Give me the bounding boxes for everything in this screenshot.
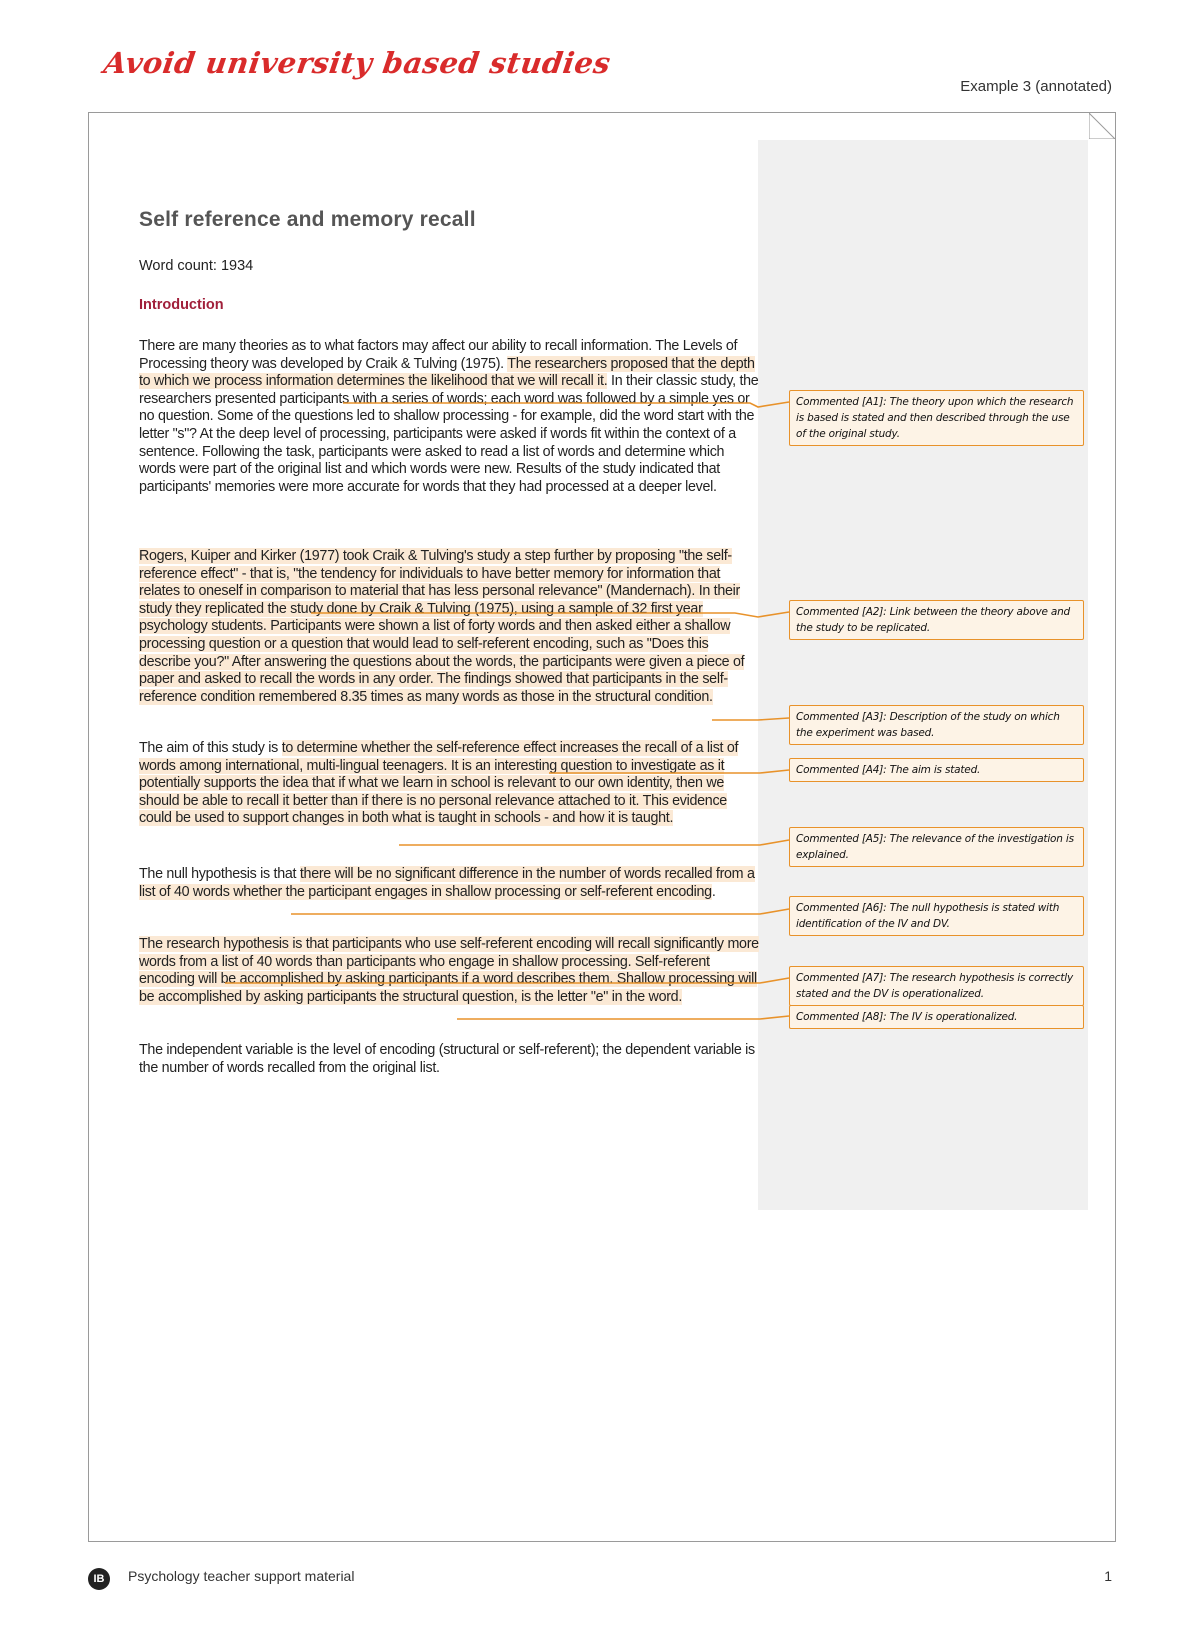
comment-label: Commented [A1]: xyxy=(796,396,887,408)
highlighted-text: it potentially supports the idea that if what we learn in school is relevant to our own identity, then we should be able to recall it better than if there is no personal relevance attached to it. This evidence could be used to support changes in both what is taught in schools - and how it is taught. xyxy=(139,757,727,827)
comment-label: Commented [A6]: xyxy=(796,902,887,914)
comment-label: Commented [A5]: xyxy=(796,833,887,845)
comment-text: Description of the study on which the experiment was based. xyxy=(796,711,1060,739)
highlighted-text: The researchers proposed that the depth to which we process information determines the likelihood that we will recall it. xyxy=(139,355,755,390)
comment-text: The theory upon which the research is based is stated and then described through the use of the original study. xyxy=(796,396,1074,440)
comment-label: Commented [A2]: xyxy=(796,606,887,618)
ib-logo-icon: IB xyxy=(88,1568,110,1590)
example-label: Example 3 (annotated) xyxy=(960,78,1112,95)
highlighted-text: In their study they replicated the study done by Craik & Tulving (1975), using a sample of 32 first year psychology students. Participants were shown a list of forty words and then asked either a shallow processing question or a question that would lead to self-referent encoding, such as "Does this describe you?" After answering the questions about the words, the participants were given a piece of paper and asked to recall the words in any order. The findings showed that participants in the self-reference condition remembered 8.35 times as many words as those in the structural condition. xyxy=(139,583,745,705)
comment-text: The null hypothesis is stated with identification of the IV and DV. xyxy=(796,902,1060,930)
comment-a1[interactable] xyxy=(789,390,1084,446)
comment-text: The research hypothesis is correctly stated and the DV is operationalized. xyxy=(796,972,1073,1000)
paragraph-text: The null hypothesis is that xyxy=(139,866,300,882)
highlighted-text: there will be no significant difference in the number of words recalled from a list of 40 words whether the participant engages in shallow processing or self-referent encoding xyxy=(139,866,755,900)
comment-a4[interactable] xyxy=(789,758,1084,782)
comment-text: Link between the theory above and the study to be replicated. xyxy=(796,606,1071,634)
footer-text: Psychology teacher support material xyxy=(128,1568,355,1584)
highlighted-text: Self-referent encoding will be accomplished by asking participants if a word describes them. Shallow processing will be accomplished by asking participants the structural question, is the letter "e" in the word. xyxy=(139,953,757,1005)
page-number: 1 xyxy=(1104,1568,1112,1584)
comment-a2[interactable] xyxy=(789,600,1084,640)
highlighted-text: It is an interesting question to investigate as xyxy=(447,757,718,774)
comment-a6[interactable] xyxy=(789,896,1084,936)
comment-a3[interactable] xyxy=(789,705,1084,745)
paragraph-6: The independent variable is the level of encoding (structural or self-referent); the dependent variable is the number of words recalled from the original list. xyxy=(139,1042,755,1076)
section-heading: Introduction xyxy=(139,297,224,313)
comment-label: Commented [A4]: xyxy=(796,764,887,776)
comment-a8[interactable] xyxy=(789,1005,1084,1029)
paragraph-text: There are many theories as to what factors may affect our ability to recall information. The Levels of Processing theory was developed by Craik & Tulving (1975). xyxy=(139,338,738,372)
highlighted-text: to determine whether the self-reference effect increases the recall of a list of words among international, multi-lingual teenagers. xyxy=(139,740,739,774)
comment-label: Commented [A8]: xyxy=(796,1011,887,1023)
comment-a5[interactable] xyxy=(789,827,1084,867)
comment-label: Commented [A3]: xyxy=(796,711,887,723)
comment-a7[interactable] xyxy=(789,966,1084,1006)
paragraph-text: The aim of this study is xyxy=(139,740,282,756)
paragraph-text: . xyxy=(711,883,716,900)
comment-text: The aim is stated. xyxy=(889,764,981,776)
comment-text: The relevance of the investigation is explained. xyxy=(796,833,1074,861)
paragraph-text: In their classic study, the researchers presented participants with a series of words; each word was followed by a simple yes or no question. Some of the questions led to shallow processing - for example, did the word start with the letter "s"? At the deep level of processing, participants were asked if words fit within the context of a sentence. Following the task, participants were asked to read a list of words and determine which words were part of the original list and which words were new. Results of the study indicated that participants' memories were more accurate for words that they had processed at a deeper level. xyxy=(139,373,759,495)
handwritten-title: Avoid university based studies xyxy=(101,46,613,80)
comment-label: Commented [A7]: xyxy=(796,972,887,984)
comment-text: The IV is operationalized. xyxy=(889,1011,1018,1023)
highlighted-text: Rogers, Kuiper and Kirker (1977) took Craik & Tulving's study a step further by proposing "the self-reference effect" - that is, "the tendency for individuals to have better memory for information that relates to oneself in comparison to material that has less personal relevance" (Mandernach). xyxy=(139,548,732,600)
document-title: Self reference and memory recall xyxy=(139,208,476,231)
word-count: Word count: 1934 xyxy=(139,258,254,274)
highlighted-text: The research hypothesis is that participants who use self-referent encoding will recall significantly more words from a list of 40 words than participants who engage in shallow processing. xyxy=(139,936,759,970)
